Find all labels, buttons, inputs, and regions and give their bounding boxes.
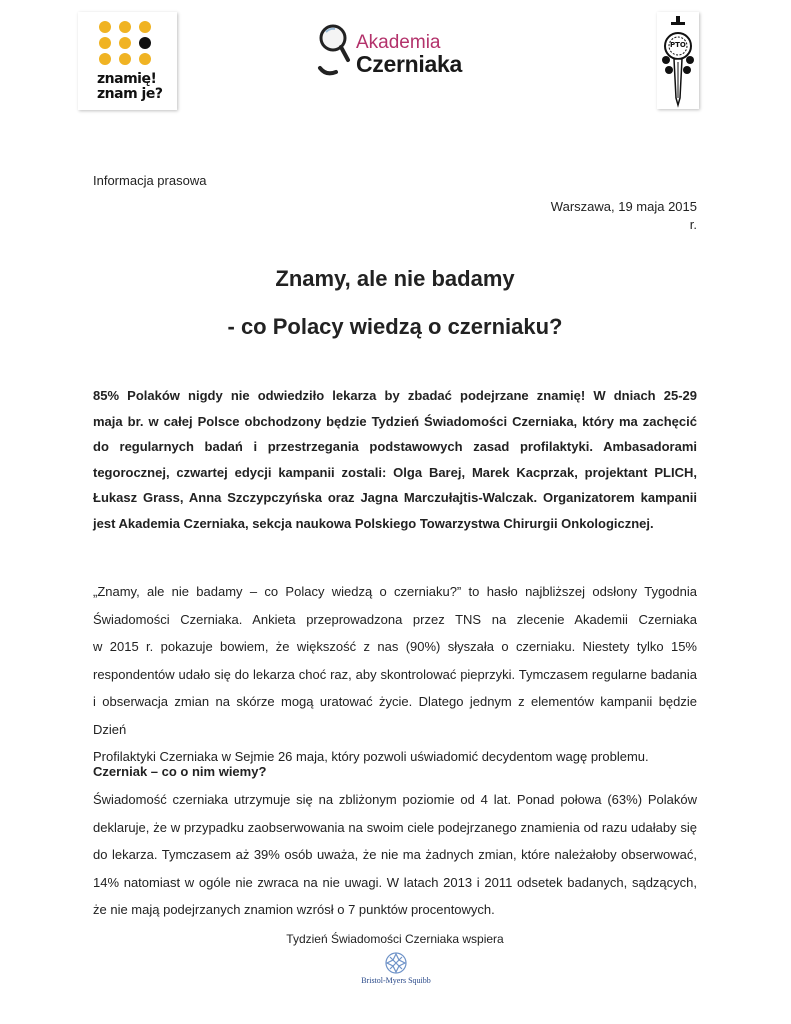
bms-logo-text: Bristol-Myers Squibb — [361, 976, 431, 985]
lead-line: maja br. w całej Polsce obchodzony będzie Tydzień Świadomości Czerniaka, który ma zachęcić — [93, 413, 697, 429]
page-subtitle: - co Polacy wiedzą o czerniaku? — [227, 314, 563, 339]
bms-emblem-icon — [360, 950, 432, 976]
body-line: że nie mają podejrzanych znamion wzrósł o 7 punktów procentowych. — [93, 902, 495, 917]
logo-dot — [119, 21, 131, 33]
body-line: i obserwacja zmian na skórze mogą uratować życie. Dlatego jednym z elementów kampanii będzie Dzień — [93, 694, 697, 737]
body-line: Świadomość czerniaka utrzymuje się na zbliżonym poziomie od 4 lat. Ponad połowa (63%) Polaków — [93, 792, 697, 807]
lead-line: jest Akademia Czerniaka, sekcja naukowa Polskiego Towarzystwa Chirurgii Onkologicznej. — [93, 515, 654, 531]
logo-dot — [139, 37, 151, 49]
lead-line: Łukasz Grass, Anna Szczypczyńska oraz Jagna Marczułajtis-Walczak. Organizatorem kampanii — [93, 490, 697, 505]
body-line: deklaruje, że w przypadku zaobserwowania na swoim ciele podejrzanego znamienia od razu udałaby się — [93, 819, 697, 835]
press-release-label: Informacja prasowa — [93, 173, 207, 188]
body-paragraph-1 — [93, 578, 697, 771]
pto-logo — [657, 12, 699, 109]
lead-line: do regularnych badań i przestrzegania podstawowych zasad profilaktyki. Ambasadorami — [93, 439, 697, 454]
bristol-myers-squibb-logo — [360, 950, 432, 990]
logo-dot — [119, 53, 131, 65]
logo-dot — [99, 37, 111, 49]
logo-dot — [139, 21, 151, 33]
akademia-czerniaka-logo — [316, 18, 486, 82]
body-paragraph-2 — [93, 786, 697, 924]
akademia-logo-line1: Akademia — [356, 32, 441, 53]
sponsor-label: Tydzień Świadomości Czerniaka wspiera — [286, 932, 504, 946]
body-line: Świadomości Czerniaka. Ankieta przeprowadzona przez TNS na zlecenie Akademii Czerniaka — [93, 611, 697, 627]
logo-dot — [139, 53, 151, 65]
pto-logo-text: PTO — [670, 41, 686, 49]
logo-dot — [99, 21, 111, 33]
body-line: 14% natomiast w ogóle nie zwraca na nie uwagi. W latach 2013 i 2011 odsetek badanych, sądzących, — [93, 874, 697, 890]
magnifier-icon — [316, 18, 356, 80]
body-line: „Znamy, ale nie badamy – co Polacy wiedzą o czerniaku?” to hasło najbliższej odsłony Tygodnia — [93, 584, 697, 599]
znamie-logo — [78, 12, 177, 110]
body-line: respondentów udało się do lekarza choć raz, aby skontrolować pieprzyki. Tymczasem regularne badania — [93, 666, 697, 682]
page-title: Znamy, ale nie badamy — [275, 266, 515, 291]
lead-paragraph — [93, 383, 697, 536]
znamie-logo-line2: znam je? — [97, 86, 163, 102]
section-heading: Czerniak – co o nim wiemy? — [93, 764, 267, 779]
body-line: Profilaktyki Czerniaka w Sejmie 26 maja, który pozwoli uświadomić decydentom wagę problemu. — [93, 749, 649, 764]
pto-emblem-icon — [657, 12, 699, 109]
logo-dot — [99, 53, 111, 65]
akademia-logo-line2: Czerniaka — [356, 51, 462, 77]
body-line: do lekarza. Tymczasem aż 39% osób uważa, że nie ma żadnych zmian, które należałoby obserwować, — [93, 847, 697, 862]
lead-line: 85% Polaków nigdy nie odwiedziło lekarza by zbadać podejrzane znamię! W dniach 25-29 — [93, 388, 697, 403]
body-line: w 2015 r. pokazuje bowiem, że większość z nas (90%) słyszała o czerniaku. Niestety tylko 15% — [93, 639, 697, 654]
lead-line: tegorocznej, czwartej edycji kampanii zostali: Olga Barej, Marek Kacprzak, projektant PLICH, — [93, 464, 697, 480]
znamie-logo-line1: znamię! — [97, 71, 157, 87]
date-line: Warszawa, 19 maja 2015 r. — [550, 199, 697, 232]
logo-dot — [119, 37, 131, 49]
